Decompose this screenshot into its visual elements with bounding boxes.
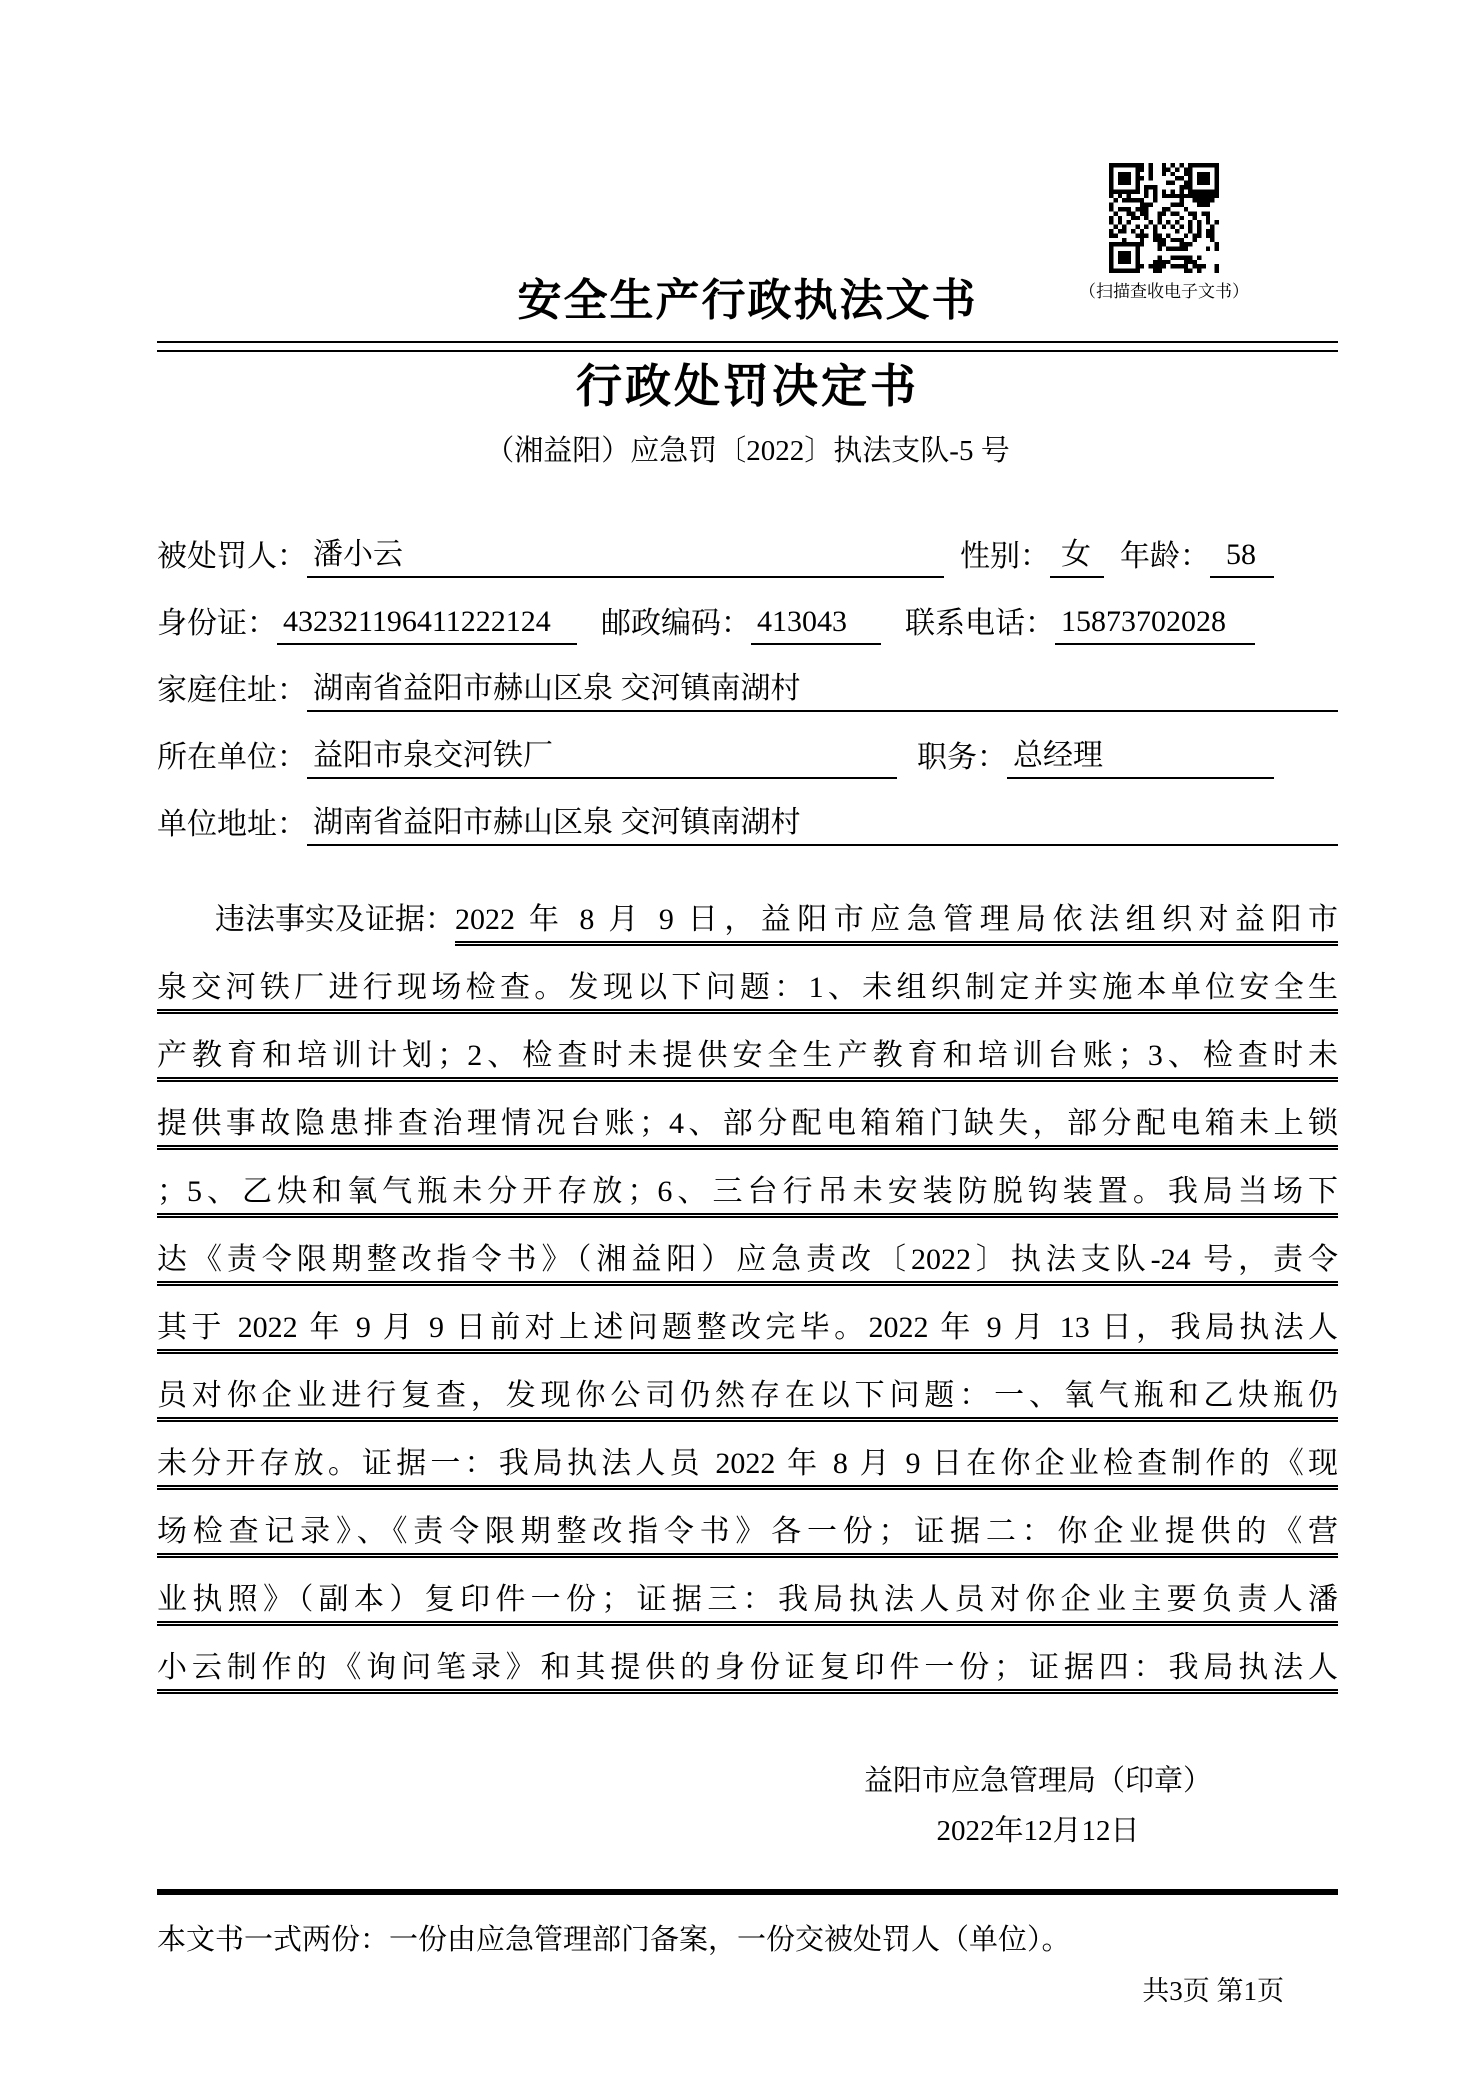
body-line <box>157 946 1338 1014</box>
body-line <box>157 1286 1338 1354</box>
qr-code <box>1108 163 1220 273</box>
form-row-employer <box>157 731 1338 779</box>
gender-value: 女 <box>1050 537 1104 578</box>
home-address-value: 湖南省益阳市赫山区泉 交河镇南湖村 <box>307 671 1338 712</box>
body-line <box>157 1082 1338 1150</box>
phone-value: 15873702028 <box>1055 604 1255 645</box>
qr-caption: （扫描查收电子文书） <box>1079 282 1249 301</box>
postal-label: 邮政编码： <box>601 607 751 640</box>
body-line <box>157 1150 1338 1218</box>
body-line-text: 其于 2022 年 9 月 9 日前对上述问题整改完毕。2022 年 9 月 13 日，我局执法人 <box>157 1311 1338 1344</box>
body-line-text: 达《责令限期整改指令书》（湘益阳）应急责改〔2022〕执法支队-24 号，责令 <box>157 1243 1338 1276</box>
body-line-text: 产教育和培训计划；2、检查时未提供安全生产教育和培训台账；3、检查时未 <box>157 1039 1338 1072</box>
gender-label: 性别： <box>960 540 1050 573</box>
id-value: 432321196411222124 <box>277 604 577 645</box>
unit-address-label: 单位地址： <box>157 808 307 841</box>
body-line-text: 场检查记录》、《责令限期整改指令书》各一份；证据二：你企业提供的《营 <box>157 1515 1338 1548</box>
footer-note: 本文书一式两份：一份由应急管理部门备案，一份交被处罚人（单位）。 <box>157 1924 1071 1956</box>
document-title: 行政处罚决定书 <box>576 361 919 412</box>
body-line-text: 泉交河铁厂进行现场检查。发现以下问题：1、未组织制定并实施本单位安全生 <box>157 971 1338 1004</box>
body-line <box>157 878 1338 946</box>
form-row-home-address <box>157 664 1338 712</box>
age-value: 58 <box>1210 537 1274 578</box>
facts-label: 违法事实及证据： <box>215 903 455 936</box>
position-label: 职务： <box>917 741 1007 774</box>
body-line <box>157 1490 1338 1558</box>
body-line-text: 未分开存放。证据一：我局执法人员 2022 年 8 月 9 日在你企业检查制作的《现 <box>157 1447 1338 1480</box>
form-row-penalized <box>157 530 1338 578</box>
body-line-text: 业执照》（副本）复印件一份；证据三：我局执法人员对你企业主要负责人潘 <box>157 1583 1338 1616</box>
footer-rule <box>157 1889 1338 1895</box>
body-line <box>157 1422 1338 1490</box>
double-rule <box>157 341 1338 352</box>
body-line <box>157 1014 1338 1082</box>
unit-address-value: 湖南省益阳市赫山区泉 交河镇南湖村 <box>307 805 1338 846</box>
position-value: 总经理 <box>1007 738 1274 779</box>
page-indicator: 共3页 第1页 <box>1142 1976 1284 2006</box>
facts-and-evidence-paragraph <box>157 878 1338 1694</box>
body-line <box>157 1218 1338 1286</box>
issue-date: 2022年12月12日 <box>936 1815 1140 1847</box>
body-line-text: ；5、乙炔和氧气瓶未分开存放；6、三台行吊未安装防脱钩装置。我局当场下 <box>157 1175 1338 1208</box>
issuing-authority-seal: 益阳市应急管理局（印章） <box>863 1765 1212 1797</box>
form-row-unit-address <box>157 798 1338 846</box>
body-line-text: 提供事故隐患排查治理情况台账；4、部分配电箱箱门缺失，部分配电箱未上锁 <box>157 1107 1338 1140</box>
id-label: 身份证： <box>157 607 277 640</box>
body-line <box>157 1354 1338 1422</box>
home-address-label: 家庭住址： <box>157 674 307 707</box>
postal-value: 413043 <box>751 604 881 645</box>
employer-label: 所在单位： <box>157 741 307 774</box>
penalized-value: 潘小云 <box>307 537 944 578</box>
document-number: （湘益阳）应急罚〔2022〕执法支队-5 号 <box>485 435 1010 467</box>
body-line-text: 员对你企业进行复查，发现你公司仍然存在以下问题：一、氧气瓶和乙炔瓶仍 <box>157 1379 1338 1412</box>
form-row-id <box>157 597 1338 645</box>
age-label: 年龄： <box>1120 540 1210 573</box>
body-line-text: 小云制作的《询问笔录》和其提供的身份证复印件一份；证据四：我局执法人 <box>157 1651 1338 1684</box>
body-line <box>157 1626 1338 1694</box>
body-line <box>157 1558 1338 1626</box>
penalized-label: 被处罚人： <box>157 540 307 573</box>
facts-lead-text: 2022 年 8 月 9 日，益阳市应急管理局依法组织对益阳市 <box>455 901 1338 946</box>
employer-value: 益阳市泉交河铁厂 <box>307 738 897 779</box>
phone-label: 联系电话： <box>905 607 1055 640</box>
document-category-title: 安全生产行政执法文书 <box>517 276 978 325</box>
